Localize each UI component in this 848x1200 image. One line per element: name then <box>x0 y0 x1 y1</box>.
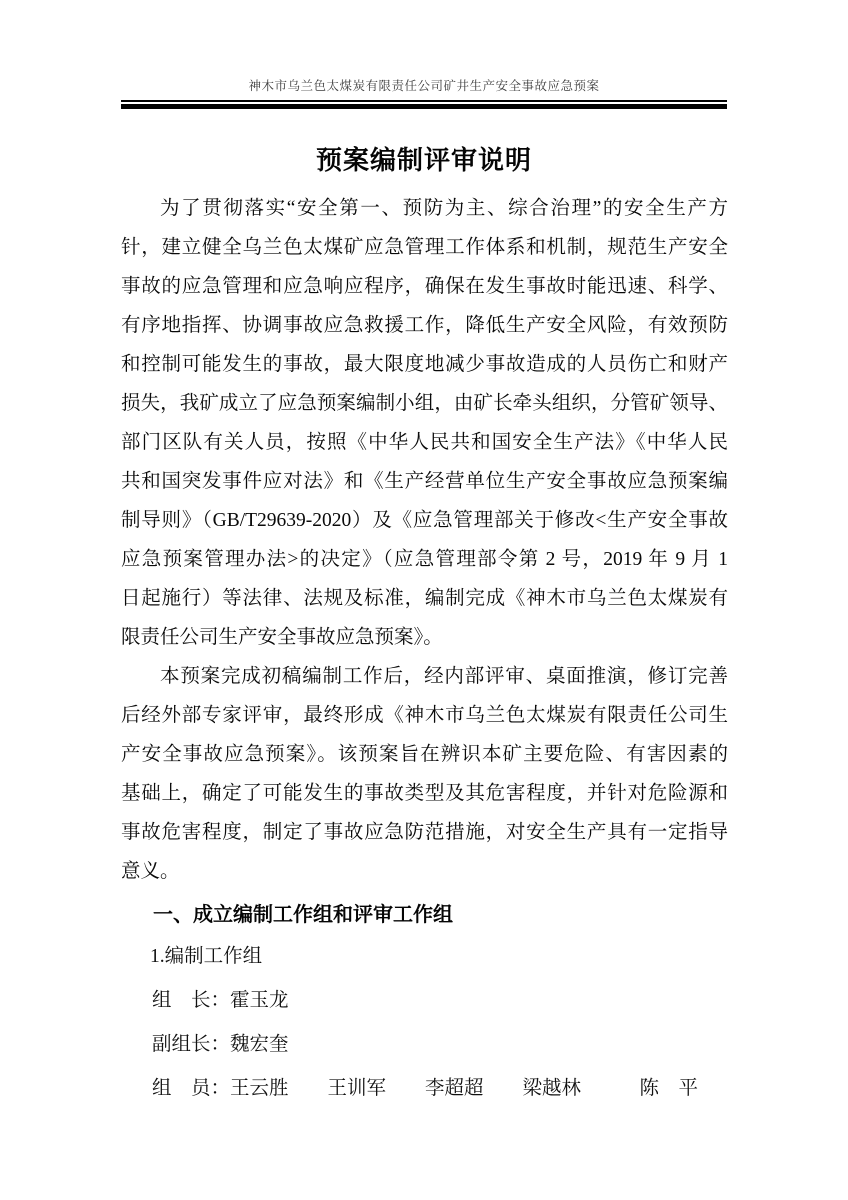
paragraph-1-line: 共和国突发事件应对法》和《生产经营单位生产安全事故应急预案编 <box>121 471 728 492</box>
paragraph-1-line: 限责任公司生产安全事故应急预案》。 <box>121 627 443 648</box>
running-header: 神木市乌兰色太煤炭有限责任公司矿井生产安全事故应急预案 <box>248 79 600 93</box>
paragraph-1-line: 为了贯彻落实“安全第一、预防为主、综合治理”的安全生产方 <box>160 198 728 219</box>
paragraph-2-line: 意义。 <box>121 861 180 882</box>
paragraph-2-line: 事故危害程度，制定了事故应急防范措施，对安全生产具有一定指导 <box>121 822 728 843</box>
role-line-leader: 组 长：霍玉龙 <box>152 990 289 1011</box>
paragraph-1-line: 制导则》（GB/T29639-2020）及《应急管理部关于修改<生产安全事故 <box>121 510 728 531</box>
paragraph-1-line: 针，建立健全乌兰色太煤矿应急管理工作体系和机制，规范生产安全 <box>121 237 728 258</box>
paragraph-2-line: 基础上，确定了可能发生的事故类型及其危害程度，并针对危险源和 <box>121 783 728 804</box>
header-rule <box>121 100 727 109</box>
role-line-members: 组 员：王云胜 王训军 李超超 梁越林 陈 平 <box>152 1078 699 1099</box>
page-title: 预案编制评审说明 <box>315 146 532 175</box>
paragraph-2-line: 产安全事故应急预案》。该预案旨在辨识本矿主要危险、有害因素的 <box>121 744 728 765</box>
paragraph-1-line: 应急预案管理办法>的决定》（应急管理部令第 2 号，2019 年 9 月 1 <box>121 549 728 570</box>
role-line-deputy-leader: 副组长：魏宏奎 <box>152 1034 289 1055</box>
paragraph-1-line: 有序地指挥、协调事故应急救援工作，降低生产安全风险，有效预防 <box>121 315 728 336</box>
subsection-heading: 1.编制工作组 <box>150 946 263 967</box>
paragraph-1-line: 损失，我矿成立了应急预案编制小组，由矿长牵头组织，分管矿领导、 <box>121 393 728 414</box>
paragraph-2-line: 后经外部专家评审，最终形成《神木市乌兰色太煤炭有限责任公司生 <box>121 705 728 726</box>
section-heading: 一、成立编制工作组和评审工作组 <box>153 904 453 926</box>
paragraph-1-line: 日起施行）等法律、法规及标准，编制完成《神木市乌兰色太煤炭有 <box>121 588 728 609</box>
body-text <box>121 189 728 891</box>
paragraph-1-line: 和控制可能发生的事故，最大限度地减少事故造成的人员伤亡和财产 <box>121 354 728 375</box>
paragraph-1-line: 部门区队有关人员，按照《中华人民共和国安全生产法》《中华人民 <box>121 432 728 453</box>
paragraph-1-line: 事故的应急管理和应急响应程序，确保在发生事故时能迅速、科学、 <box>121 276 728 297</box>
paragraph-2-line: 本预案完成初稿编制工作后，经内部评审、桌面推演，修订完善 <box>160 666 728 687</box>
